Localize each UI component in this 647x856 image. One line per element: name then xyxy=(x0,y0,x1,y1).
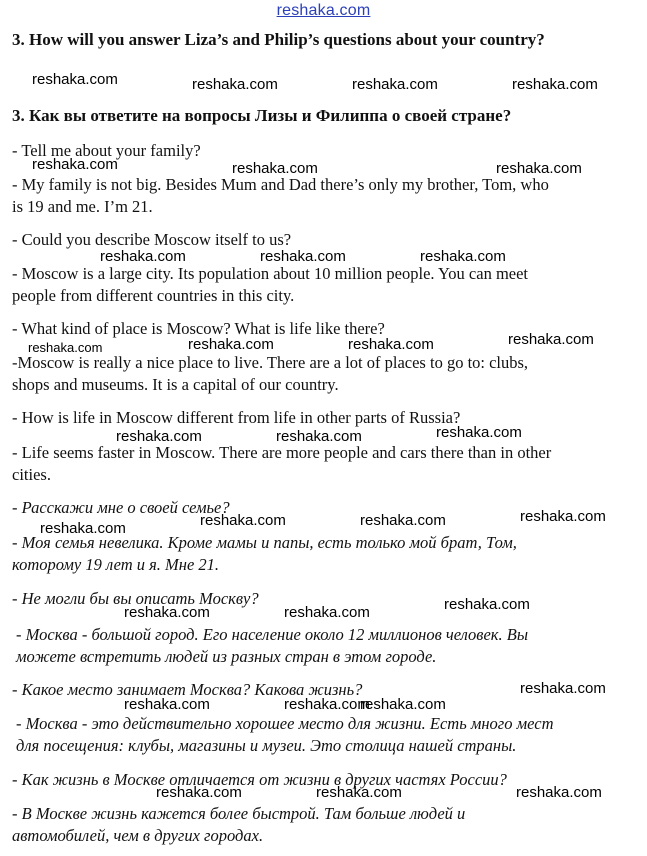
watermark: reshaka.com xyxy=(276,428,362,445)
en-question-3: - What kind of place is Moscow? What is life like there? xyxy=(12,319,385,338)
en-answer-2-line-1: - Moscow is a large city. Its population about 10 million people. You can meet xyxy=(12,264,529,283)
watermark: reshaka.com xyxy=(284,604,370,621)
watermark: reshaka.com xyxy=(508,331,594,348)
watermark: reshaka.com xyxy=(512,76,598,93)
watermark: reshaka.com xyxy=(116,428,202,445)
en-question-2: - Could you describe Moscow itself to us? xyxy=(12,230,292,249)
ru-question-4: - Как жизнь в Москве отличается от жизни в других частях России? xyxy=(12,770,507,789)
ru-answer-2-line-1: - Москва - большой город. Его население около 12 миллионов человек. Вы xyxy=(16,625,528,644)
watermark: reshaka.com xyxy=(516,784,602,801)
ru-answer-1-line-2: которому 19 лет и я. Мне 21. xyxy=(12,555,220,574)
watermark: reshaka.com xyxy=(124,604,210,621)
watermark: reshaka.com xyxy=(32,156,118,173)
ru-answer-3-line-2: для посещения: клубы, магазины и музеи. Это столица нашей страны. xyxy=(16,736,517,755)
watermark: reshaka.com xyxy=(360,512,446,529)
en-answer-3-line-2: shops and museums. It is a capital of our country. xyxy=(12,375,339,394)
en-answer-2-line-2: people from different countries in this city. xyxy=(12,286,295,305)
watermark: reshaka.com xyxy=(188,336,274,353)
site-header-link[interactable]: reshaka.com xyxy=(276,2,371,19)
ru-answer-3-line-1: - Москва - это действительно хорошее место для жизни. Есть много мест xyxy=(16,714,554,733)
watermark: reshaka.com xyxy=(100,248,186,265)
heading-russian: 3. Как вы ответите на вопросы Лизы и Филиппа о своей стране? xyxy=(12,106,512,125)
watermark: reshaka.com xyxy=(32,71,118,88)
watermark: reshaka.com xyxy=(348,336,434,353)
watermark: reshaka.com xyxy=(40,520,126,537)
watermark: reshaka.com xyxy=(156,784,242,801)
watermark: reshaka.com xyxy=(284,696,370,713)
ru-answer-4-line-2: автомобилей, чем в других городах. xyxy=(12,826,264,845)
watermark: reshaka.com xyxy=(420,248,506,265)
watermark: reshaka.com xyxy=(192,76,278,93)
ru-answer-2-line-2: можете встретить людей из разных стран в этом городе. xyxy=(16,647,437,666)
en-question-1: - Tell me about your family? xyxy=(12,141,201,160)
watermark: reshaka.com xyxy=(496,160,582,177)
watermark: reshaka.com xyxy=(124,696,210,713)
ru-answer-4-line-1: - В Москве жизнь кажется более быстрой. Там больше людей и xyxy=(12,804,466,823)
ru-question-3: - Какое место занимает Москва? Какова жизнь? xyxy=(12,680,363,699)
watermark: reshaka.com xyxy=(316,784,402,801)
en-answer-1-line-2: is 19 and me. I’m 21. xyxy=(12,197,153,216)
watermark: reshaka.com xyxy=(352,76,438,93)
en-answer-4-line-1: - Life seems faster in Moscow. There are more people and cars there than in other xyxy=(12,443,552,462)
ru-question-1: - Расскажи мне о своей семье? xyxy=(12,498,230,517)
heading-english: 3. How will you answer Liza’s and Philip’s questions about your country? xyxy=(12,30,545,49)
en-answer-1-line-1: - My family is not big. Besides Mum and Dad there’s only my brother, Tom, who xyxy=(12,175,549,194)
watermark: reshaka.com xyxy=(436,424,522,441)
watermark: reshaka.com xyxy=(444,596,530,613)
watermark: reshaka.com xyxy=(200,512,286,529)
en-question-4: - How is life in Moscow different from life in other parts of Russia? xyxy=(12,408,461,427)
watermark: reshaka.com xyxy=(260,248,346,265)
watermark: reshaka.com xyxy=(520,508,606,525)
watermark: reshaka.com xyxy=(520,680,606,697)
en-answer-3-line-1: -Moscow is really a nice place to live. There are a lot of places to go to: clubs, xyxy=(12,353,529,372)
watermark: reshaka.com xyxy=(232,160,318,177)
ru-answer-1-line-1: - Моя семья невелика. Кроме мамы и папы, есть только мой брат, Том, xyxy=(12,533,517,552)
watermark: reshaka.com xyxy=(360,696,446,713)
en-answer-4-line-2: cities. xyxy=(12,465,51,484)
watermark: reshaka.com xyxy=(28,340,103,355)
ru-question-2: - Не могли бы вы описать Москву? xyxy=(12,589,259,608)
